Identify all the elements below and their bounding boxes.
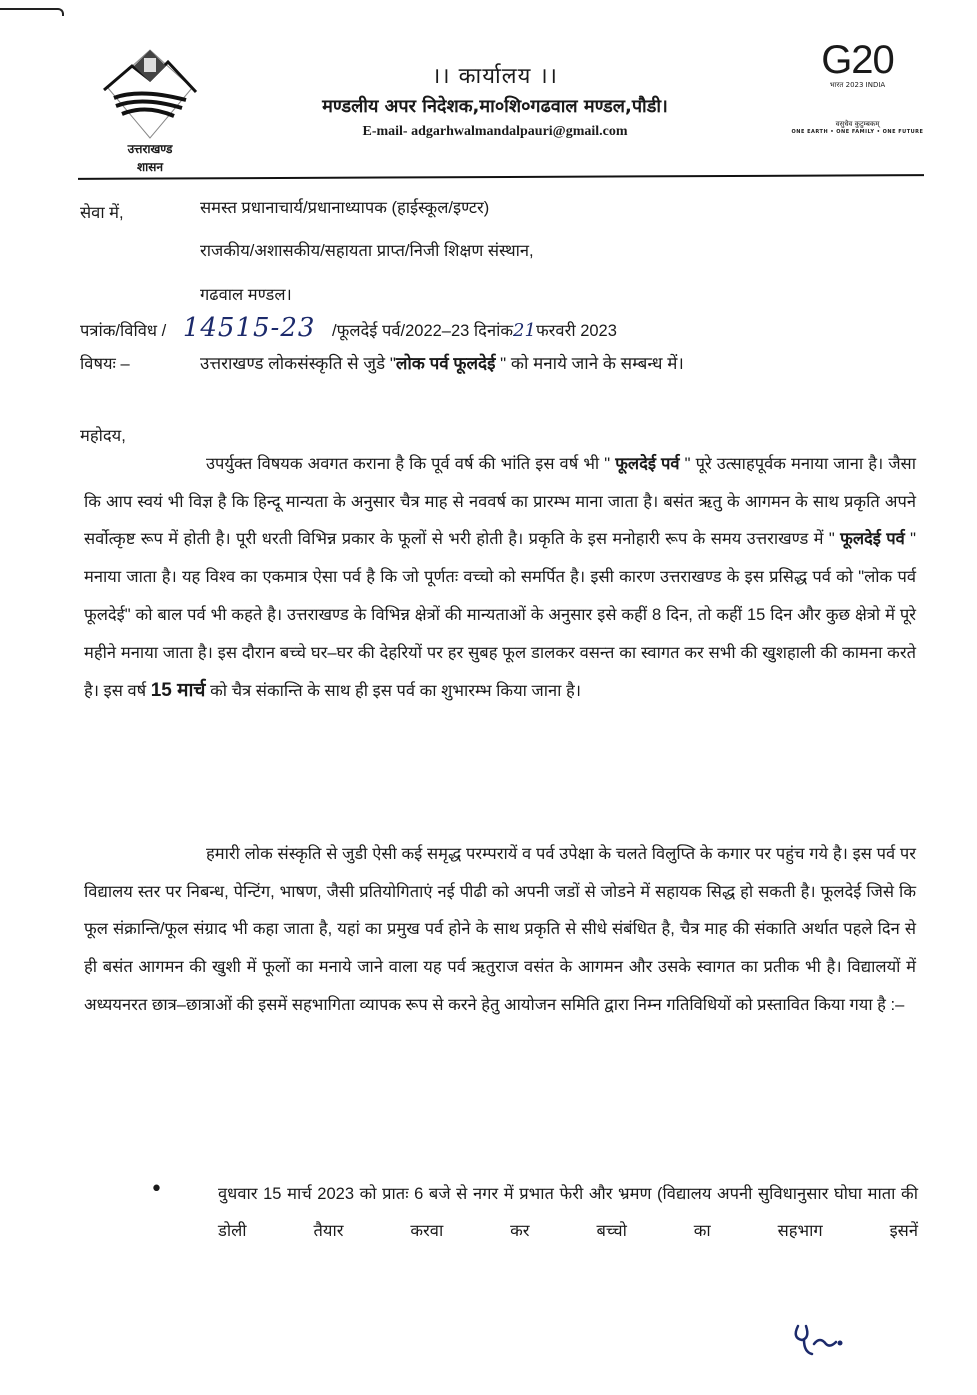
email-address: E-mail- adgarhwalmandalpauri@gmail.com [362,124,628,139]
reference-line [80,313,617,343]
body-paragraph-1 [84,446,916,711]
uttarakhand-emblem-icon [100,48,200,140]
paragraph-text: " मनाया जाता है। यह विश्व का एकमात्र ऐसा पर्व है कि जो पूर्णतः वच्चो को समर्पित है। इसी कारण उत्तराखण्ड के इस प्रसिद्ध पर्व को "लोक पर्व फूलदेई" को बाल पर्व भी कहते है। उत्तराखण्ड के विभिन्न क्षेत्रों की मान्यताओं के अनुसार इसे कहीं 8 दिन, तो कहीं 15 दिन और कुछ क्षेत्रो में पूरे महीने मनाया जाता है। इस दौरान बच्चे घर–घर की देहरियों पर हर सुबह फूल डालकर वसन्त का स्वागत कर सभी की खुशहाली की कामना करते है। इस वर्ष [84,530,916,701]
g20-motto-english: ONE EARTH • ONE FAMILY • ONE FUTURE [791,129,924,135]
reference-month-year: फरवरी 2023 [535,322,617,340]
subject-text [200,347,920,381]
handwritten-letter-number: 14515-23 [182,313,316,343]
paragraph-text: हमारी लोक संस्कृति से जुडी ऐसी कई समृद्ध परम्परायें व पर्व उपेक्षा के चलते विलुप्ति के कगार पर पहुंच गये है। इस पर्व पर विद्यालय स्तर पर निबन्ध, पेन्टिंग, भाषण, जैसी प्रतियोगिताएं नई पीढी को अपनी जडों से जोडने में सहायक सिद्ध हो सकती है। फूलदेई जिसे कि फूल संक्रान्ति/फूल संग्राद भी कहा जाता है, यहां का प्रमुख पर्व होने के साथ प्रकृति से सीधे संबंधित है, चैत्र माह की संकाति अर्थात पहले दिन से ही बसंत आगमन की खुशी में फूलों का मनाये जाने वाला यह पर्व ऋतुराज वसंत के आगमन और उसके स्वागत का प्रतीक भी है। विद्यालयों में अध्ययनरत छात्र–छात्राओं की इसमें सहभागिता व्यापक रूप से करने हेतु आयोजन समिति द्वारा निम्न गतिविधियों को प्रस्तावित किया गया है :– [84,845,916,1014]
corner-mark [0,8,64,16]
subject-part: " को मनाये जाने के सम्बन्ध में। [495,354,684,373]
g20-text: G20 [821,38,894,82]
address-line: राजकीय/अशासकीय/सहायता प्राप्त/निजी शिक्षण संस्थान, [200,242,534,260]
division-title: मण्डलीय अपर निदेशक,मा०शि०गढवाल मण्डल,पौडी। [322,96,668,117]
paragraph-text: " पूरे उत्साहपूर्वक मनाया जाना है। जैसा कि आप स्वयं भी विज्ञ है कि हिन्दू मान्यता के अनुसार चैत्र माह से नववर्ष का प्रारम्भ माना जाता है। बसंत ऋतु के आगमन के साथ प्रकृति अपने सर्वोत्कृष्ट रूप में होती है। पूरी धरती विभिन्न प्रकार के फूलों से भरी होती है। प्रकृति के इस मनोहारी रूप के समय उत्तराखण्ड में " [84,455,916,549]
address-line: गढवाल मण्डल। [200,286,292,304]
address-line: समस्त प्रधानाचार्य/प्रधानाध्यापक (हाईस्कूल/इण्टर) [200,199,490,217]
salutation: महोदय, [80,427,126,445]
activity-item: वुधवार 15 मार्च 2023 को प्रातः 6 बजे से नगर में प्रभात फेरी और भ्रमण (विद्यालय अपनी सुविधानुसार घोघा माता की डोली तैयार करवा कर बच्चो का सहभाग इसनें [218,1185,918,1240]
paragraph-bold: फूलदेई पर्व [615,455,680,473]
logo-caption-line1: उत्तराखण्ड [127,142,173,156]
subject-part: उत्तराखण्ड लोकसंस्कृति से जुडे " [200,354,396,373]
g20-logo-icon [821,38,894,83]
letterhead [210,60,780,140]
body-paragraph-2 [84,836,916,1025]
paragraph-text: उपर्युक्त विषयक अवगत कराना है कि पूर्व वर्ष की भांति इस वर्ष भी " [206,455,616,473]
office-title: ।। कार्यालय ।। [431,64,559,89]
subject-highlight: लोक पर्व फूलदेई [395,354,496,373]
logo-caption-line2: शासन [136,160,164,174]
g20-motto-hindi: वसुधैव कुटुम्बकम् [835,120,880,128]
address-label: सेवा में, [80,204,124,222]
header-divider [78,174,924,180]
uttarakhand-logo [98,48,202,176]
g20-logo [785,38,930,135]
g20-subtitle: भारत 2023 INDIA [829,81,886,89]
paragraph-bold: फूलदेई पर्व [840,530,905,549]
reference-prefix: पत्रांक/विविध / [80,322,167,340]
reference-suffix: /फूलदेई पर्व/2022–23 दिनांक [332,322,514,340]
handwritten-initials-icon [790,1318,850,1358]
bullet-icon: • [150,1177,163,1202]
paragraph-text: को चैत्र संकान्ति के साथ ही इस पर्व का शुभारम्भ किया जाना है। [205,682,582,701]
subject-label: विषयः – [80,355,130,373]
handwritten-date-day: 21 [513,320,536,341]
festival-date: 15 मार्च [150,680,206,702]
